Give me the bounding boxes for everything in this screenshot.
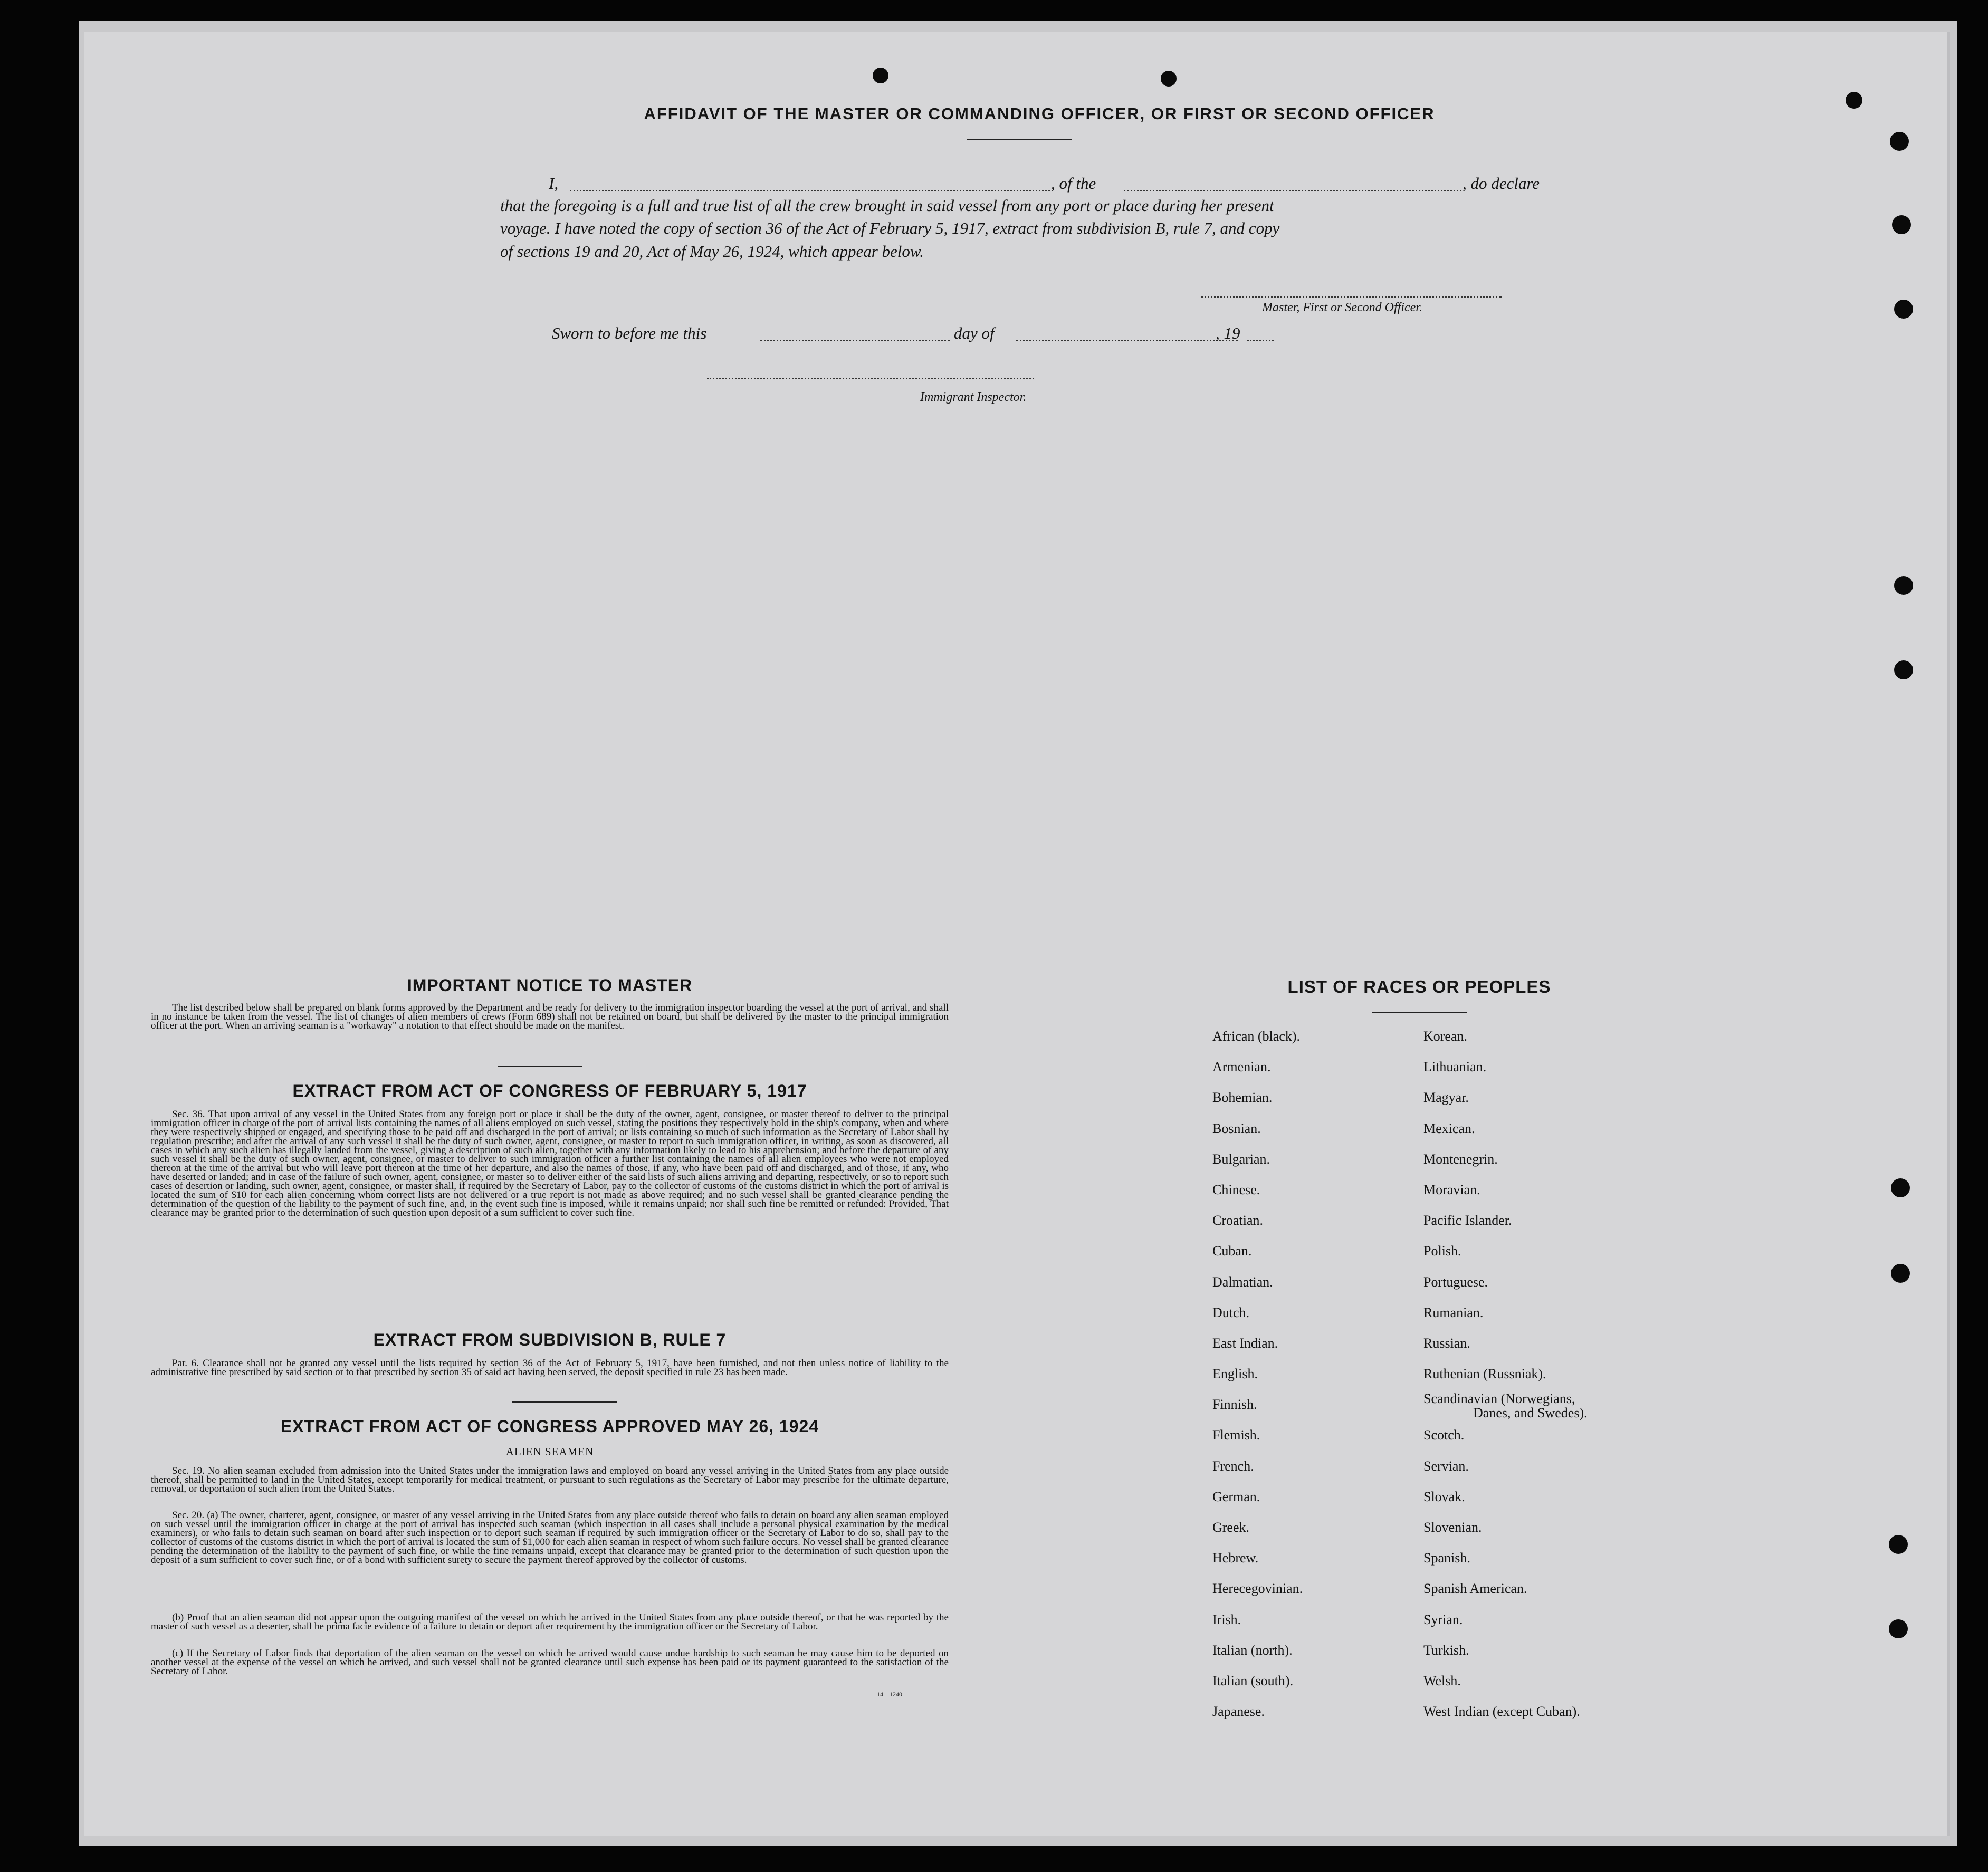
punch-hole xyxy=(1889,1619,1908,1638)
race-item: Moravian. xyxy=(1423,1182,1480,1197)
race-item: Hebrew. xyxy=(1212,1550,1259,1566)
sec20c-text: (c) If the Secretary of Labor finds that deportation of the alien seaman on the vessel on which he arrived would cause undue hardship to such seaman he may cause him to be deported on another vessel at the expense of the vessel on which he arrived, and such vessel shall not be granted clearance until such expense has been paid or its payment guaranteed to the satisfaction of the Secretary of Labor. xyxy=(151,1648,949,1677)
punch-hole xyxy=(1894,660,1913,679)
inspector-signature-line[interactable] xyxy=(707,378,1034,379)
race-item: Servian. xyxy=(1423,1458,1469,1474)
race-item: Magyar. xyxy=(1423,1090,1469,1106)
race-item: Herecegovinian. xyxy=(1212,1581,1303,1597)
declaration-of-the: , of the xyxy=(1051,174,1096,193)
race-item-line: Danes, and Swedes). xyxy=(1473,1405,1588,1421)
punch-hole xyxy=(1894,300,1913,319)
race-item: Italian (south). xyxy=(1212,1673,1294,1688)
race-item: Dutch. xyxy=(1212,1304,1250,1320)
race-item: Dalmatian. xyxy=(1212,1274,1273,1290)
race-item: Montenegrin. xyxy=(1423,1151,1498,1167)
race-item: Rumanian. xyxy=(1423,1304,1484,1320)
race-item: Slovenian. xyxy=(1423,1520,1482,1535)
rule7-text: Par. 6. Clearance shall not be granted any vessel until the lists required by section 36 of the Act of February 5, 1917, have been furnished, and not then unless notice of liability to the administrative fine prescribed by said section or to that prescribed by section 35 of said act having been served, the deposit specified in rule 23 has been made. xyxy=(151,1358,949,1378)
race-item: Russian. xyxy=(1423,1335,1470,1351)
race-item: Greek. xyxy=(1212,1520,1250,1535)
race-item: Armenian. xyxy=(1212,1059,1271,1075)
race-item: English. xyxy=(1212,1366,1258,1382)
declaration-line-3: voyage. I have noted the copy of section 36 of the Act of February 5, 1917, extract from subdivision B, rule 7, and copy xyxy=(500,219,1280,237)
race-item: Bohemian. xyxy=(1212,1090,1273,1106)
race-item: Spanish. xyxy=(1423,1550,1470,1566)
extract-1924-title: EXTRACT FROM ACT OF CONGRESS APPROVED MAY 26, 1924 xyxy=(280,1417,819,1436)
rule7-title: EXTRACT FROM SUBDIVISION B, RULE 7 xyxy=(373,1330,727,1349)
race-item: Korean. xyxy=(1423,1029,1468,1044)
notice-text: The list described below shall be prepared on blank forms approved by the Department and be ready for delivery to the immigration inspector boarding the vessel at the port of arrival, and shall in no instance be taken from the vessel. The list of changes of alien members of crews (Form 689) shall not be retained on board, but shall be delivered by the master to the principal immigration officer at the port. When an arriving seaman is a "workaway" a notation to that effect should be made on the manifest. xyxy=(151,1002,949,1031)
race-item: Spanish American. xyxy=(1423,1581,1527,1597)
punch-hole xyxy=(1891,1178,1910,1197)
race-item: Japanese. xyxy=(1212,1704,1265,1720)
affidavit-title: AFFIDAVIT OF THE MASTER OR COMMANDING OFFICER, OR FIRST OR SECOND OFFICER xyxy=(644,104,1435,123)
race-item: Bulgarian. xyxy=(1212,1151,1270,1167)
notice-title: IMPORTANT NOTICE TO MASTER xyxy=(407,976,693,995)
race-item: African (black). xyxy=(1212,1029,1301,1044)
race-item: Croatian. xyxy=(1212,1213,1264,1228)
sworn-month-blank[interactable] xyxy=(1016,340,1238,341)
punch-hole xyxy=(873,68,888,83)
race-item: Finnish. xyxy=(1212,1397,1257,1413)
race-item: Lithuanian. xyxy=(1423,1059,1487,1075)
title-rule xyxy=(967,139,1072,140)
punch-hole xyxy=(1889,1535,1908,1554)
sec20a-text: Sec. 20. (a) The owner, charterer, agent, consignee, or master of any vessel arriving in the United States from any place outside thereof who fails to detain on board any alien seaman employed on such vessel until the immigration officer in charge at the port of arrival has inspected such seaman (which inspection in all cases shall include a personal physical examination by the medical examiners), or who fails to detain such seaman on board after such inspection or to deport such seaman if required by such immigration officer or the Secretary of Labor to do so, shall pay to the collector of customs of the customs district in which the port of arrival is located the sum of $1,000 for each alien seaman in respect of whom such failure occurs. No vessel shall be granted clearance pending the determination of the liability to the payment of such fine, or while the fine remains unpaid, except that clearance may be granted prior to the determination of such question upon the deposit of a sum sufficient to cover such fine, or of a bond with sufficient surety to secure the payment thereof approved by the collector of customs. xyxy=(151,1510,949,1566)
sworn-year-label: , 19 xyxy=(1216,324,1240,342)
section-rule xyxy=(512,1401,617,1403)
section-rule xyxy=(498,1066,582,1067)
race-item: Pacific Islander. xyxy=(1423,1213,1512,1228)
race-item: Ruthenian (Russniak). xyxy=(1423,1366,1546,1382)
sworn-day-blank[interactable] xyxy=(760,340,950,341)
sworn-line xyxy=(552,322,1291,345)
punch-hole xyxy=(1894,576,1913,595)
declaration-line-2: that the foregoing is a full and true list of all the crew brought in said vessel from any port or place during her present xyxy=(500,196,1274,215)
master-signature-label: Master, First or Second Officer. xyxy=(1262,301,1422,314)
sworn-day-label: day of xyxy=(954,324,995,342)
race-item: Turkish. xyxy=(1423,1642,1469,1658)
race-item: Welsh. xyxy=(1423,1673,1461,1688)
extract-1917-text: Sec. 36. That upon arrival of any vessel in the United States from any foreign port or place it shall be the duty of the owner, agent, consignee, or master thereof to deliver to the principal immigration officer in charge of the port of arrival lists containing the names of all aliens employed on such vessel, stating the positions they respectively hold in the ship's company, when and where they were respectively shipped or engaged, and specifying those to be paid off and discharged in the port of arrival; or lists containing so much of such information as the Secretary of Labor shall by regulation prescribe; and after the arrival of any such vessel it shall be the duty of such owner, agent, consignee, or master to report to such immigration officer, in writing, as soon as discovered, all cases in which any such alien has illegally landed from the vessel, giving a description of such alien, together with any information likely to lead to his apprehension; and before the departure of any such vessel it shall be the duty of such owner, agent, consignee, or master to deliver to such immigration officer a further list containing the names of all alien employees who were not employed thereon at the time of the arrival but who will leave port thereon at the time of her departure, and also the names of those, if any, who have been paid off and discharged, and of those, if any, who have deserted or landed; and in case of the failure of such owner, agent, consignee, or master so to deliver either of the said lists of such aliens arriving and departing, respectively, or so to report such cases of desertion or landing, such owner, agent, consignee, or master shall, if required by the Secretary of Labor, pay to the collector of customs of the customs district in which the port of arrival is located the sum of $10 for each alien concerning whom correct lists are not delivered or a true report is not made as above required; and no such vessel shall be granted clearance pending the determination of the question of the liability to the payment of such fine, and, in the event such fine is imposed, while it remains unpaid; nor shall such fine be remitted or refunded: Provided, That clearance may be granted prior to the determination of such question upon deposit of a sum sufficient to cover such fine. xyxy=(151,1109,949,1218)
sec20b-text: (b) Proof that an alien seaman did not appear upon the outgoing manifest of the vessel on which he arrived in the United States from any place outside thereof, or that he was reported by the master of such vessel as a deserter, shall be prima facie evidence of a failure to detain or deport after requirement by the immigration officer or the Secretary of Labor. xyxy=(151,1612,949,1632)
race-item: Mexican. xyxy=(1423,1120,1475,1136)
punch-hole xyxy=(1846,92,1862,109)
race-item: Scotch. xyxy=(1423,1427,1465,1443)
race-item: Italian (north). xyxy=(1212,1642,1293,1658)
declaration-i: I, xyxy=(549,174,559,193)
master-signature-line[interactable] xyxy=(1201,296,1502,298)
punch-hole xyxy=(1892,215,1911,234)
alien-seamen-subtitle: ALIEN SEAMEN xyxy=(505,1445,594,1458)
form-number: 14—1240 xyxy=(877,1691,902,1698)
race-item: Polish. xyxy=(1423,1243,1461,1259)
race-item: Irish. xyxy=(1212,1611,1241,1627)
races-column-2 xyxy=(1423,1021,1666,1727)
race-item: Chinese. xyxy=(1212,1182,1260,1197)
race-item: West Indian (except Cuban). xyxy=(1423,1704,1580,1720)
races-title: LIST OF RACES OR PEOPLES xyxy=(1287,977,1551,996)
race-item-line: Scandinavian (Norwegians, xyxy=(1423,1391,1575,1407)
race-item: Flemish. xyxy=(1212,1427,1260,1443)
race-item: East Indian. xyxy=(1212,1335,1278,1351)
punch-hole xyxy=(1161,71,1177,87)
punch-hole xyxy=(1890,132,1909,151)
name-blank[interactable] xyxy=(570,190,1050,191)
sworn-year-blank[interactable] xyxy=(1247,340,1274,341)
race-item xyxy=(1423,1389,1666,1420)
races-column-1 xyxy=(1212,1021,1413,1727)
race-item: Syrian. xyxy=(1423,1611,1463,1627)
extract-1917-title: EXTRACT FROM ACT OF CONGRESS OF FEBRUARY 5, 1917 xyxy=(292,1081,807,1100)
declaration-do-declare: , do declare xyxy=(1463,174,1540,193)
declaration-line-4: of sections 19 and 20, Act of May 26, 1924, which appear below. xyxy=(500,242,924,261)
sworn-text: Sworn to before me this xyxy=(552,324,707,342)
race-item: Portuguese. xyxy=(1423,1274,1488,1290)
declaration-line-1 xyxy=(549,172,1541,195)
race-item: Cuban. xyxy=(1212,1243,1252,1259)
sec19-text: Sec. 19. No alien seaman excluded from admission into the United States under the immigration laws and employed on board any vessel arriving in the United States from any place outside thereof, shall be permitted to land in the United States, except temporarily for medical treatment, or pursuant to such regulations as the Secretary of Labor may prescribe for the ultimate departure, removal, or deportation of such alien from the United States. xyxy=(151,1465,949,1494)
race-item: Slovak. xyxy=(1423,1489,1465,1504)
inspector-signature-label: Immigrant Inspector. xyxy=(920,390,1027,404)
vessel-blank[interactable] xyxy=(1124,190,1461,191)
race-item: French. xyxy=(1212,1458,1254,1474)
races-title-rule xyxy=(1372,1012,1467,1013)
punch-hole xyxy=(1891,1264,1910,1283)
race-item: Bosnian. xyxy=(1212,1120,1261,1136)
race-item: German. xyxy=(1212,1489,1260,1504)
